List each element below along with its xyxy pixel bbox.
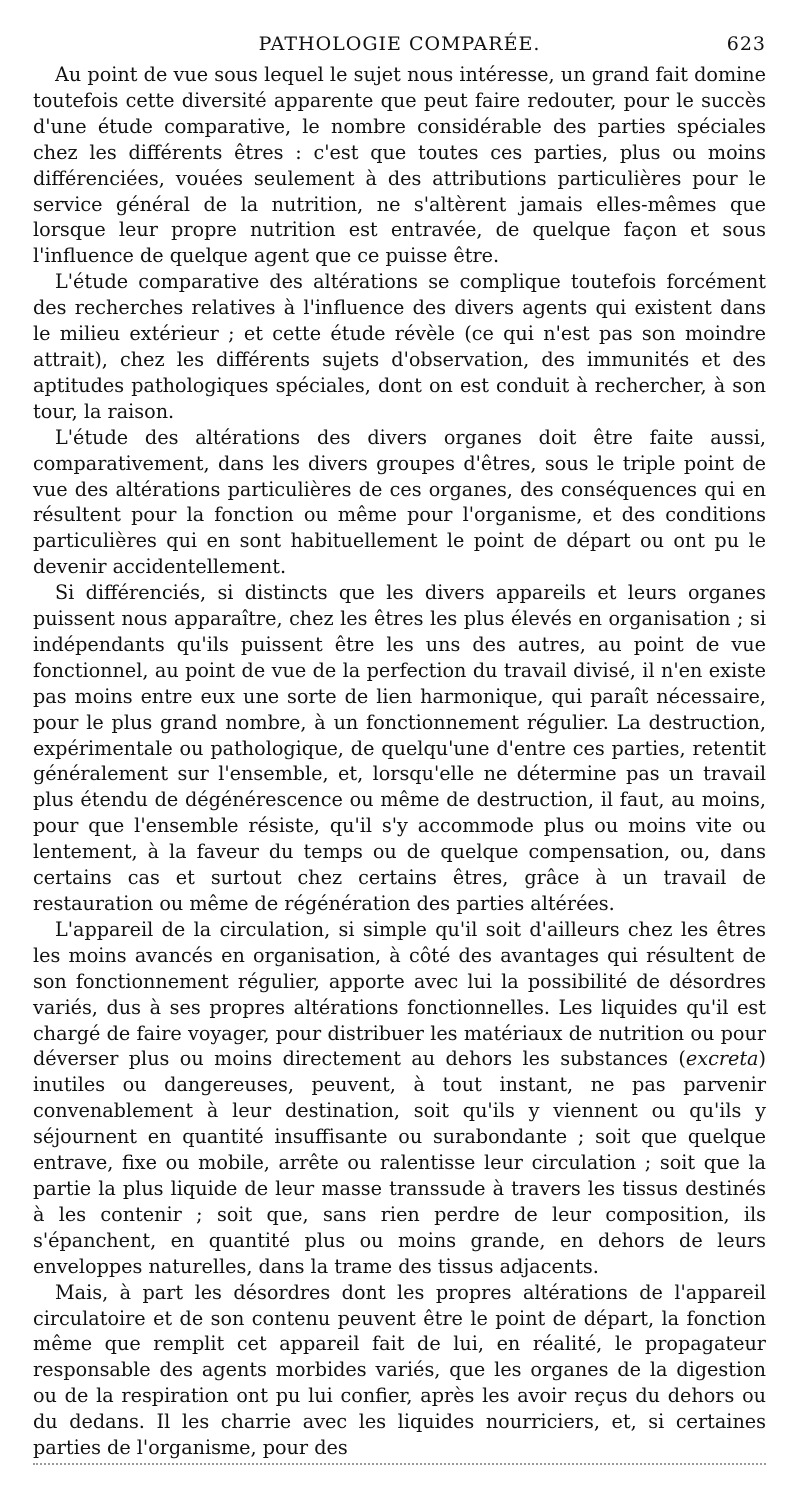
book-page — [33, 30, 766, 1461]
body-text — [33, 62, 766, 1461]
paragraph-4: Si différenciés, si distincts que les divers appareils et leurs organes puissent nous apparaître, chez les êtres les plus élevés en organisation ; si indépendants qu'ils puissent être les uns des autres, au point de vue fonctionnel, au point de vue de la perfection du travail divisé, il n'en existe pas moins entre eux une sorte de lien harmonique, qui paraît nécessaire, pour le plus grand nombre, à un fonctionnement régulier. La destruction, expérimentale ou pathologique, de quelqu'une d'entre ces parties, retentit généralement sur l'ensemble, et, lorsqu'elle ne détermine pas un travail plus étendu de dégénérescence ou même de destruction, il faut, au moins, pour que l'ensemble résiste, qu'il s'y accommode plus ou moins vite ou lentement, à la faveur du temps ou de quelque compensation, ou, dans certains cas et surtout chez certains êtres, grâce à un travail de restauration ou même de régénération des parties altérées. — [33, 581, 766, 915]
paragraph-6: Mais, à part les désordres dont les propres altérations de l'appareil circulatoire et de son contenu peuvent être le point de départ, la fonction même que remplit cet appareil fait de lui, en réalité, le propagateur responsable des agents morbides variés, que les organes de la digestion ou de la respiration ont pu lui confier, après les avoir reçus du dehors ou du dedans. Il les charrie avec les liquides nourriciers, et, si certaines parties de l'organisme, pour des — [33, 1280, 766, 1460]
paragraph-5-italic-term: excreta — [685, 1047, 759, 1071]
page-number: 623 — [726, 33, 766, 55]
running-head — [33, 30, 766, 58]
paragraph-2: L'étude comparative des altérations se complique toutefois forcément des recherches relatives à l'influence des divers agents qui existent dans le milieu extérieur ; et cette étude révèle (ce qui n'est pas son moindre attrait), chez les différents sujets d'observation, des immunités et des aptitudes pathologiques spéciales, dont on est conduit à rechercher, à son tour, la raison. — [33, 270, 766, 423]
paragraph-5-text-before: L'appareil de la circulation, si simple qu'il soit d'ailleurs chez les êtres les moins avancés en organisation, à côté des avantages qui résultent de son fonctionnement régulier, apporte avec lui la possibilité de désordres variés, dus à ses propres altérations fonctionnelles. Les liquides qu'il est chargé de faire voyager, pour distribuer les matériaux de nutrition ou pour déverser plus ou moins directement au dehors les substances ( — [33, 917, 766, 1071]
running-head-title: PATHOLOGIE COMPARÉE. — [258, 33, 541, 55]
paragraph-5 — [33, 917, 766, 1280]
paragraph-1: Au point de vue sous lequel le sujet nous intéresse, un grand fait domine toutefois cette diversité apparente que peut faire redouter, pour le succès d'une étude comparative, le nombre considérable des parties spéciales chez les différents êtres : c'est que toutes ces parties, plus ou moins différenciées, vouées seulement à des attributions particulières pour le service général de la nutrition, ne s'altèrent jamais elles-mêmes que lorsque leur propre nutrition est entravée, de quelque façon et sous l'influence de quelque agent que ce puisse être. — [33, 63, 766, 268]
paragraph-3: L'étude des altérations des divers organes doit être faite aussi, comparativement, dans les divers groupes d'êtres, sous le triple point de vue des altérations particulières de ces organes, des conséquences qui en résultent pour la fonction ou même pour l'organisme, et des conditions particulières qui en sont habituellement le point de départ ou ont pu le devenir accidentellement. — [33, 425, 766, 579]
paragraph-5-text-after: ) inutiles ou dangereuses, peuvent, à tout instant, ne pas parvenir convenablement à leur destination, soit qu'ils y viennent ou qu'ils y séjournent en quantité insuffisante ou surabondante ; soit que quelque entrave, fixe ou mobile, arrête ou ralentisse leur circulation ; soit que la partie la plus liquide de leur masse transsude à travers les tissus destinés à les contenir ; soit que, sans rien perdre de leur composition, ils s'épanchent, en quantité plus ou moins grande, en dehors de leurs enveloppes naturelles, dans la trame des tissus adjacents. — [33, 1047, 766, 1278]
bottom-page-trace — [33, 1463, 766, 1465]
